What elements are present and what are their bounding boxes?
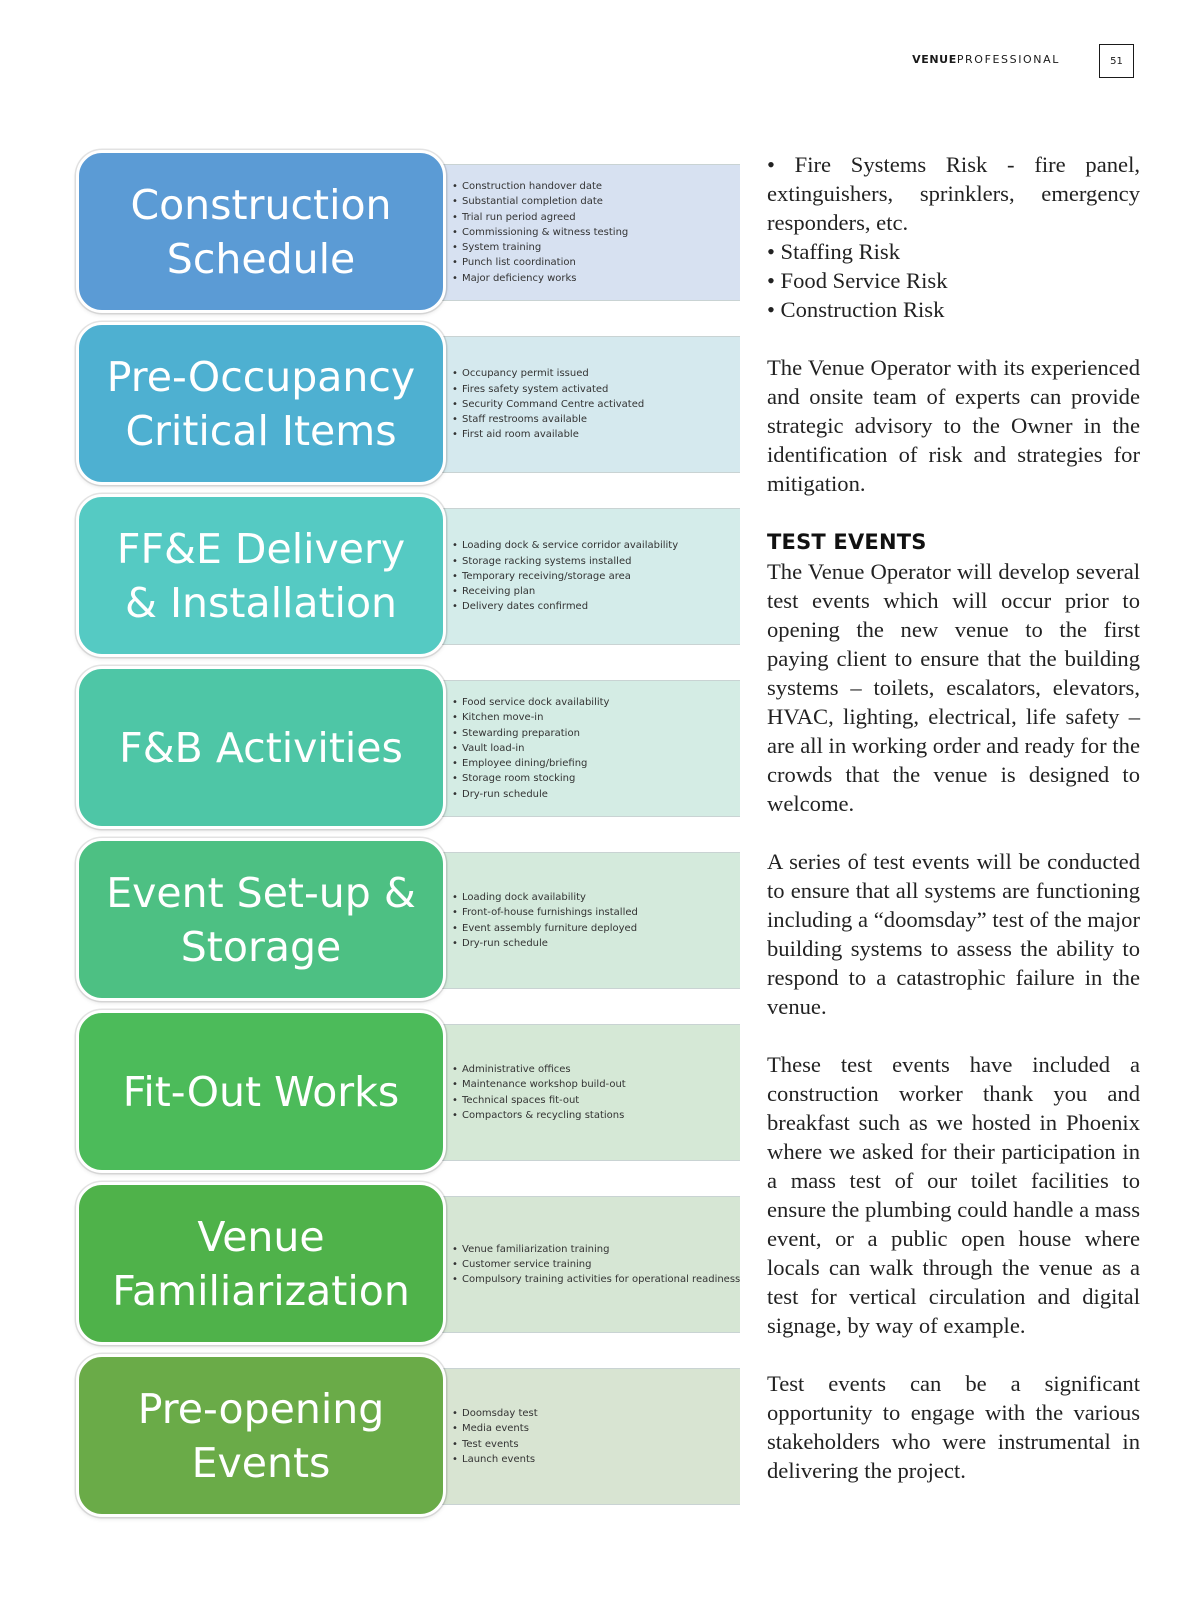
stage-item bbox=[452, 599, 678, 614]
heading-test-events: TEST EVENTS bbox=[767, 530, 927, 554]
stage-item bbox=[452, 538, 678, 553]
bullet-icon: • bbox=[452, 1407, 458, 1419]
stage-item-text: Occupancy permit issued bbox=[462, 368, 589, 380]
bullet-icon: • bbox=[452, 368, 458, 380]
stage-item bbox=[452, 1062, 626, 1077]
stage-row bbox=[76, 494, 748, 657]
stage-item-text: Trial run period agreed bbox=[462, 211, 576, 223]
stage-item-text: Loading dock & service corridor availability bbox=[462, 540, 679, 552]
stage-panel bbox=[440, 508, 740, 645]
stage-box bbox=[76, 1010, 446, 1173]
paragraph-develop: The Venue Operator will develop several test events which will occur prior to opening the new venue to the first paying client to ensure that the building systems – toilets, escalators, elevators, HVAC, lighting, electrical, life safety – are all in working order and ready for the crowds that the venue is designed to welcome. bbox=[767, 559, 1140, 816]
stage-title: Venue Familiarization bbox=[112, 1212, 410, 1315]
bullet-icon: • bbox=[452, 1423, 458, 1435]
bullet-icon: • bbox=[452, 922, 458, 934]
stage-row bbox=[76, 1182, 748, 1345]
bullet-icon: • bbox=[452, 907, 458, 919]
stage-item-text: Kitchen move-in bbox=[462, 712, 544, 724]
bullet-icon: • bbox=[452, 429, 458, 441]
bullet-icon: • bbox=[452, 1063, 458, 1075]
stage-row bbox=[76, 322, 748, 485]
stage-item-text: First aid room available bbox=[462, 429, 579, 441]
bullet-icon: • bbox=[452, 180, 458, 192]
stage-item-text: Compulsory training activities for operational readiness bbox=[462, 1274, 741, 1286]
paragraph-opportunity: Test events can be a significant opportunity to engage with the various stakeholders who were instrumental in delivering the project. bbox=[767, 1371, 1140, 1483]
stage-item-text: Launch events bbox=[462, 1453, 536, 1465]
stage-item bbox=[452, 756, 609, 771]
stage-box bbox=[76, 1182, 446, 1345]
stage-row bbox=[76, 666, 748, 829]
stage-item-text: Venue familiarization training bbox=[462, 1243, 610, 1255]
bullet-icon: • bbox=[452, 1258, 458, 1270]
stage-item bbox=[452, 905, 638, 920]
stage-item-text: Test events bbox=[462, 1438, 519, 1450]
masthead-brand-bold: VENUE bbox=[912, 53, 957, 66]
bullet-icon: • bbox=[452, 696, 458, 708]
stage-box bbox=[76, 322, 446, 485]
bullet-icon: • bbox=[452, 414, 458, 426]
stage-item bbox=[452, 1406, 538, 1421]
article-column bbox=[767, 150, 1140, 1514]
bullet-icon: • bbox=[452, 196, 458, 208]
stage-item bbox=[452, 1421, 538, 1436]
stage-item bbox=[452, 771, 609, 786]
bullet-icon: • bbox=[452, 742, 458, 754]
stage-item-text: Staff restrooms available bbox=[462, 414, 588, 426]
bullet-icon: • bbox=[452, 1079, 458, 1091]
stage-item bbox=[452, 255, 628, 270]
stage-title: Pre-opening Events bbox=[137, 1384, 385, 1487]
paragraph-operator: The Venue Operator with its experienced and onsite team of experts can provide strategic advisory to the Owner in the identification of risk and strategies for mitigation. bbox=[767, 355, 1140, 496]
bullet-icon: • bbox=[452, 555, 458, 567]
stage-item bbox=[452, 382, 644, 397]
stage-item bbox=[452, 726, 609, 741]
stage-panel bbox=[440, 1196, 740, 1333]
stage-item bbox=[452, 710, 609, 725]
risk-item: • Construction Risk bbox=[767, 297, 945, 322]
stage-item bbox=[452, 210, 628, 225]
stage-item bbox=[452, 397, 644, 412]
bullet-icon: • bbox=[452, 773, 458, 785]
stage-item bbox=[452, 240, 628, 255]
bullet-icon: • bbox=[452, 712, 458, 724]
stage-item bbox=[452, 225, 628, 240]
stage-item-text: Security Command Centre activated bbox=[462, 398, 645, 410]
stage-item bbox=[452, 1242, 740, 1257]
stage-item-list bbox=[440, 366, 644, 442]
stage-box bbox=[76, 666, 446, 829]
stage-title: Fit-Out Works bbox=[122, 1067, 400, 1116]
bullet-icon: • bbox=[452, 891, 458, 903]
bullet-icon: • bbox=[452, 1243, 458, 1255]
bullet-icon: • bbox=[452, 937, 458, 949]
bullet-icon: • bbox=[452, 540, 458, 552]
stage-item-list bbox=[440, 538, 678, 614]
stage-item-list bbox=[440, 695, 609, 802]
stage-item-text: Fires safety system activated bbox=[462, 383, 609, 395]
bullet-icon: • bbox=[452, 383, 458, 395]
stage-item bbox=[452, 921, 638, 936]
bullet-icon: • bbox=[452, 758, 458, 770]
stage-item bbox=[452, 179, 628, 194]
risk-item: • Food Service Risk bbox=[767, 268, 948, 293]
bullet-icon: • bbox=[452, 398, 458, 410]
bullet-icon: • bbox=[452, 226, 458, 238]
stage-item-text: Stewarding preparation bbox=[462, 727, 580, 739]
stage-item-text: System training bbox=[462, 242, 542, 254]
stage-item bbox=[452, 427, 644, 442]
bullet-icon: • bbox=[452, 211, 458, 223]
stage-title: FF&E Delivery & Installation bbox=[116, 524, 406, 627]
bullet-icon: • bbox=[452, 788, 458, 800]
stage-item-text: Compactors & recycling stations bbox=[462, 1109, 625, 1121]
stage-item bbox=[452, 787, 609, 802]
stage-item bbox=[452, 1452, 538, 1467]
risk-item: • Staffing Risk bbox=[767, 239, 901, 264]
stage-item-list bbox=[440, 1242, 740, 1288]
stage-item bbox=[452, 569, 678, 584]
stage-item-text: Technical spaces fit-out bbox=[462, 1094, 580, 1106]
stage-item-text: Employee dining/briefing bbox=[462, 758, 588, 770]
paragraph-series: A series of test events will be conducted to ensure that all systems are functioning including a “doomsday” test of the major building systems to assess the ability to respond to a catastrophic failure in the venue. bbox=[767, 849, 1140, 1019]
risk-list bbox=[767, 150, 1140, 324]
stage-panel bbox=[440, 680, 740, 817]
stage-item-list bbox=[440, 890, 638, 951]
stage-item-list bbox=[440, 1406, 538, 1467]
stage-item bbox=[452, 890, 638, 905]
bullet-icon: • bbox=[452, 586, 458, 598]
stage-panel bbox=[440, 1368, 740, 1505]
stage-item-text: Administrative offices bbox=[462, 1063, 571, 1075]
stage-item-text: Substantial completion date bbox=[462, 196, 603, 208]
stage-item-text: Dry-run schedule bbox=[462, 788, 548, 800]
bullet-icon: • bbox=[452, 1109, 458, 1121]
bullet-icon: • bbox=[452, 1094, 458, 1106]
stage-panel bbox=[440, 164, 740, 301]
stage-row bbox=[76, 1354, 748, 1517]
paragraph-these: These test events have included a construction worker thank you and breakfast such as we hosted in Phoenix where we asked for their participation in a mass test of our toilet facilities to ensure the plumbing could handle a mass event, or a public open house where locals can walk through the venue as a test for vertical circulation and digital signage, by way of example. bbox=[767, 1052, 1140, 1338]
bullet-icon: • bbox=[452, 272, 458, 284]
stage-item bbox=[452, 1077, 626, 1092]
stage-item bbox=[452, 1257, 740, 1272]
stage-item bbox=[452, 695, 609, 710]
stage-item bbox=[452, 1108, 626, 1123]
stage-item bbox=[452, 194, 628, 209]
bullet-icon: • bbox=[452, 727, 458, 739]
stage-title: Construction Schedule bbox=[130, 180, 392, 283]
bullet-icon: • bbox=[452, 1274, 458, 1286]
stage-row bbox=[76, 1010, 748, 1173]
stage-item bbox=[452, 1437, 538, 1452]
stage-title: Event Set-up & Storage bbox=[106, 868, 416, 971]
stage-row bbox=[76, 150, 748, 313]
stage-item-text: Event assembly furniture deployed bbox=[462, 922, 638, 934]
bullet-icon: • bbox=[452, 242, 458, 254]
stage-title: F&B Activities bbox=[119, 723, 403, 772]
stage-item-text: Doomsday test bbox=[462, 1407, 538, 1419]
bullet-icon: • bbox=[452, 1438, 458, 1450]
stage-item-text: Storage room stocking bbox=[462, 773, 576, 785]
stage-item-text: Storage racking systems installed bbox=[462, 555, 632, 567]
stage-panel bbox=[440, 852, 740, 989]
bullet-icon: • bbox=[452, 257, 458, 269]
stage-item-text: Punch list coordination bbox=[462, 257, 576, 269]
stage-item-list bbox=[440, 1062, 626, 1123]
stage-item bbox=[452, 366, 644, 381]
masthead bbox=[912, 52, 1060, 68]
stage-item-text: Construction handover date bbox=[462, 180, 603, 192]
stage-item-text: Commissioning & witness testing bbox=[462, 226, 629, 238]
stage-item bbox=[452, 741, 609, 756]
risk-item: • Fire Systems Risk - fire panel, extinguishers, sprinklers, emergency responders, etc. bbox=[767, 152, 1140, 235]
stage-item-text: Vault load-in bbox=[462, 742, 525, 754]
bullet-icon: • bbox=[452, 570, 458, 582]
readiness-diagram bbox=[76, 150, 748, 1526]
bullet-icon: • bbox=[452, 1453, 458, 1465]
stage-item-text: Temporary receiving/storage area bbox=[462, 570, 631, 582]
stage-item-text: Delivery dates confirmed bbox=[462, 601, 589, 613]
stage-item bbox=[452, 1272, 740, 1287]
stage-item bbox=[452, 271, 628, 286]
stage-item-text: Media events bbox=[462, 1423, 529, 1435]
stage-item-text: Food service dock availability bbox=[462, 696, 610, 708]
stage-item-text: Receiving plan bbox=[462, 586, 536, 598]
stage-item bbox=[452, 584, 678, 599]
stage-item bbox=[452, 554, 678, 569]
masthead-brand-regular: PROFESSIONAL bbox=[956, 53, 1060, 66]
stage-item-text: Maintenance workshop build-out bbox=[462, 1079, 626, 1091]
stage-item bbox=[452, 936, 638, 951]
stage-item-text: Customer service training bbox=[462, 1258, 592, 1270]
stage-item bbox=[452, 412, 644, 427]
stage-box bbox=[76, 1354, 446, 1517]
stage-panel bbox=[440, 1024, 740, 1161]
stage-item-text: Dry-run schedule bbox=[462, 937, 548, 949]
stage-item-text: Front-of-house furnishings installed bbox=[462, 907, 638, 919]
bullet-icon: • bbox=[452, 601, 458, 613]
stage-box bbox=[76, 150, 446, 313]
stage-item-text: Major deficiency works bbox=[462, 272, 577, 284]
stage-row bbox=[76, 838, 748, 1001]
stage-box bbox=[76, 494, 446, 657]
stage-item bbox=[452, 1093, 626, 1108]
stage-box bbox=[76, 838, 446, 1001]
stage-title: Pre-Occupancy Critical Items bbox=[106, 352, 416, 455]
stage-panel bbox=[440, 336, 740, 473]
stage-item-text: Loading dock availability bbox=[462, 891, 586, 903]
page-number: 51 bbox=[1099, 44, 1134, 78]
stage-item-list bbox=[440, 179, 628, 286]
